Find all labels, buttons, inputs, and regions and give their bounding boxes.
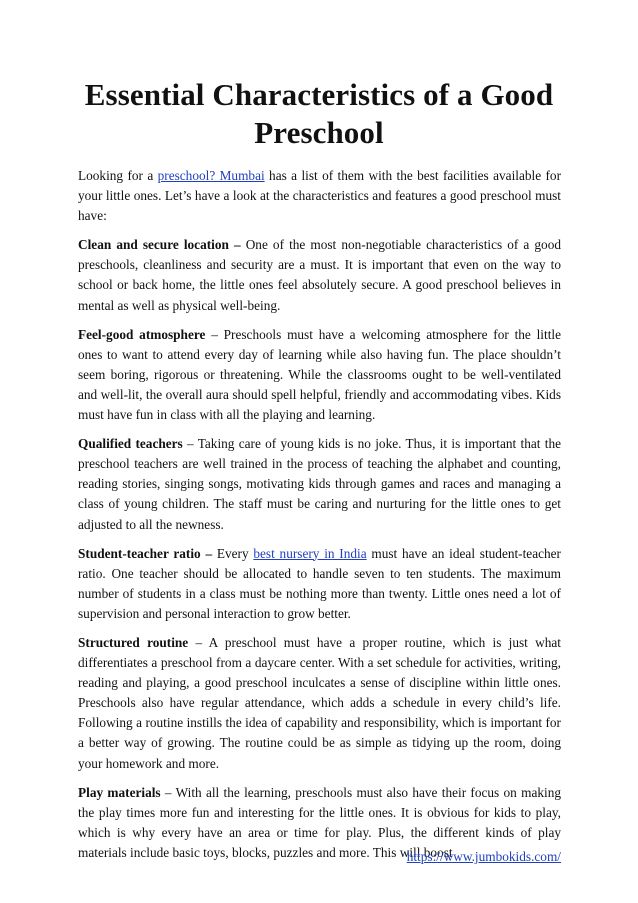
section-heading: Student-teacher ratio –: [78, 545, 213, 561]
intro-text-after: has a list of them with the best facilities available for your little ones. Let’s have a look at the characteristics and features a good preschool must have:: [78, 168, 561, 224]
intro-paragraph: [78, 166, 561, 226]
preschool-mumbai-link[interactable]: preschool? Mumbai: [157, 168, 265, 183]
section-heading: Play materials: [78, 784, 161, 800]
section-heading: Feel-good atmosphere: [78, 326, 206, 342]
section-text: – With all the learning, preschools must also have their focus on making the play times more fun and interesting for the little ones. It is obvious for kids to play, which is why every have an area or time for play. Plus, the different kinds of play materials include basic toys, blocks, puzzles and more. This will boost: [78, 784, 562, 860]
page-footer: [407, 848, 561, 866]
section-text-before: Every: [212, 545, 254, 561]
section-text: – A preschool must have a proper routine, which is just what differentiates a preschool from a daycare center. With a set schedule for activities, writing, reading and playing, a good preschool inculcates a sense of discipline within little ones. Preschools also have regular attendance, which adds a schedule in every child’s life. Following a routine instills the idea of capability and responsibility, which is important for a better way of growing. The routine could be as simple as tidying up the room, doing your homework and more.: [78, 634, 561, 771]
section-heading: Qualified teachers: [78, 436, 183, 452]
section-paragraph-clean-secure: [78, 235, 561, 315]
section-heading: Clean and secure location –: [78, 237, 241, 253]
article-body: [78, 166, 561, 872]
section-paragraph-structured-routine: [78, 633, 561, 774]
best-nursery-india-link[interactable]: best nursery in India: [253, 545, 367, 561]
section-heading: Structured routine: [78, 634, 189, 650]
section-paragraph-qualified-teachers: [78, 434, 561, 534]
section-paragraph-student-teacher-ratio: [78, 544, 561, 624]
section-text: – Preschools must have a welcoming atmosphere for the little ones to want to attend every day of learning while also having fun. The place shouldn’t seem boring, rigorous or threatening. While the classrooms ought to be well-ventilated and well-lit, the overall aura should spell helpful, friendly and accommodating vibes. Kids must have fun in class with all the playing and learning.: [78, 326, 561, 423]
intro-text-before: Looking for a: [78, 168, 158, 183]
footer-url-link[interactable]: https://www.jumbokids.com/: [406, 849, 561, 864]
section-text-after: must have an ideal student-teacher ratio. One teacher should be allocated to handle seven to ten students. The maximum number of students in a class must be nothing more than twenty. Little ones need a lot of supervision and personal interaction to grow better.: [78, 545, 561, 621]
section-text: – Taking care of young kids is no joke. Thus, it is important that the preschool teachers are well trained in the process of teaching the alphabet and counting, reading stories, singing songs, motivating kids through games and races and managing a class of young children. The staff must be caring and nurturing for the little ones to get adjusted to all the newness.: [78, 436, 561, 532]
section-text: One of the most non-negotiable characteristics of a good preschools, cleanliness and security are a must. It is important that even on the way to school or back home, the little ones feel absolutely secure. A good preschool believes in mental as well as physical well-being.: [78, 237, 561, 313]
section-paragraph-feel-good: [78, 325, 561, 425]
page-title: Essential Characteristics of a Good Preschool: [84, 77, 554, 150]
